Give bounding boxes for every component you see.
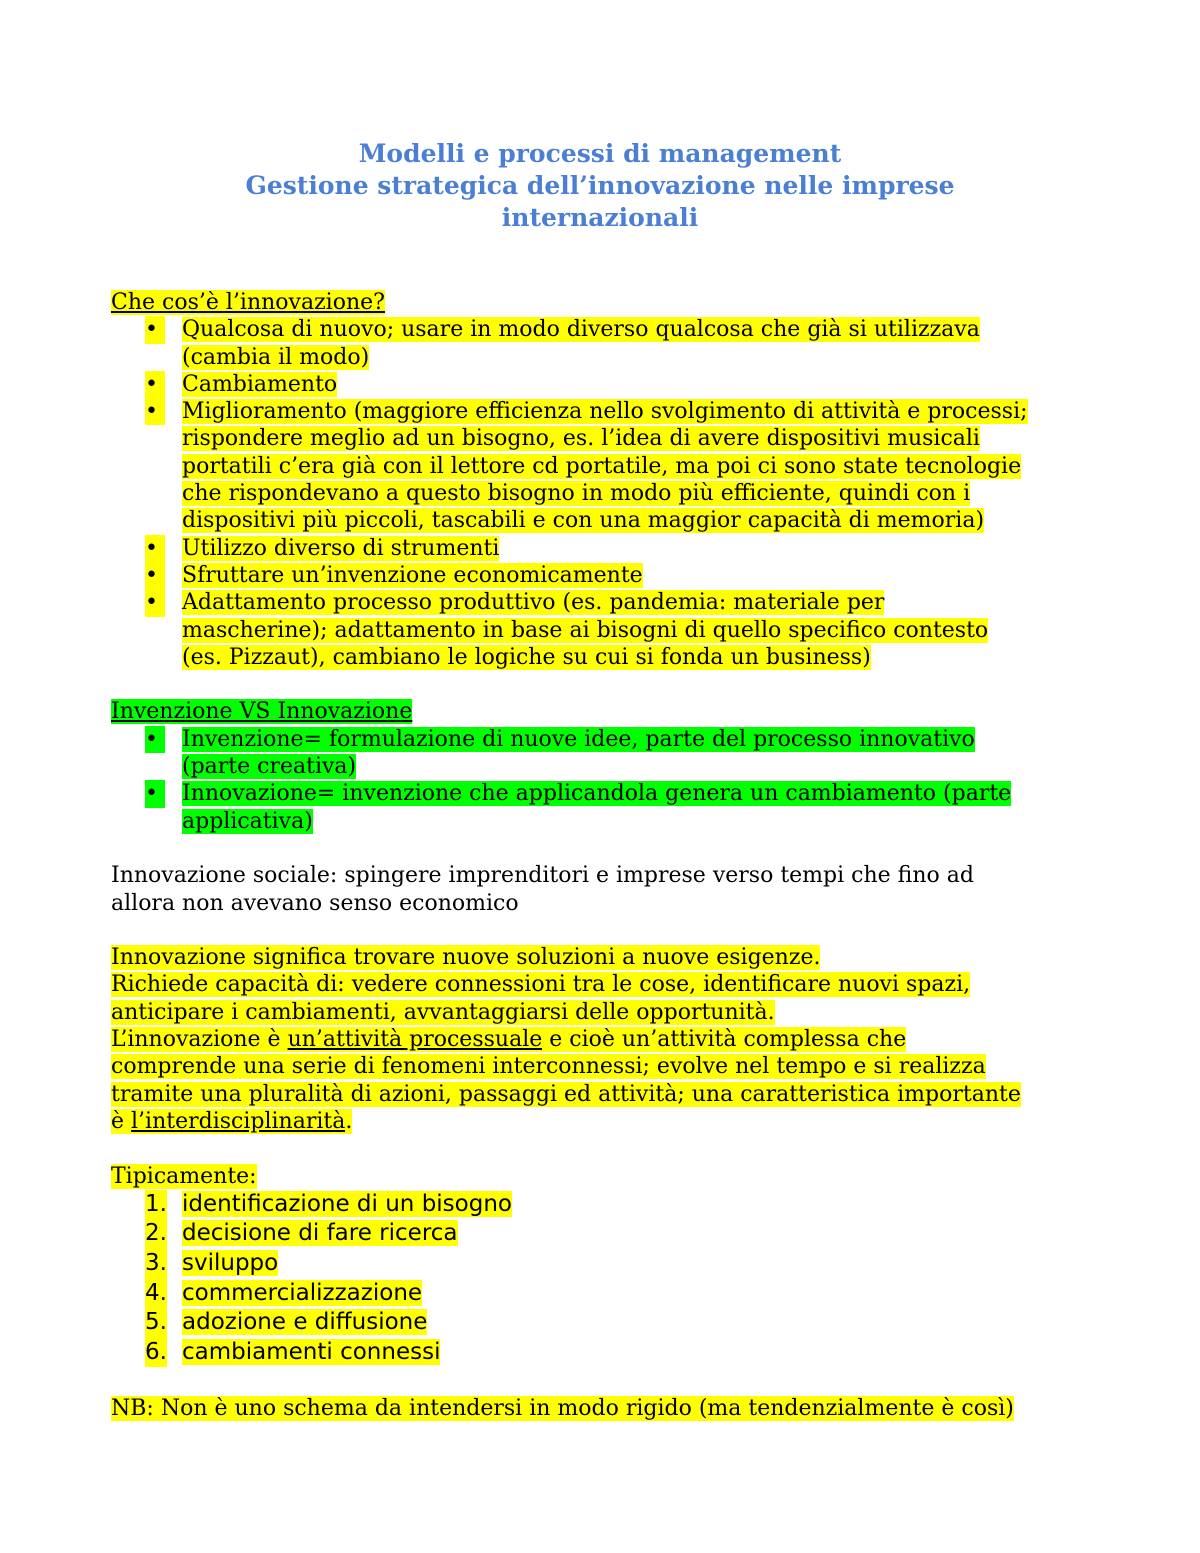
underlined-term: l’interdisciplinarità <box>131 1108 346 1134</box>
list-item: • Qualcosa di nuovo; usare in modo diverso qualcosa che già si utilizzava (cambia il modo) <box>145 317 980 370</box>
bullet-glyph: • <box>145 726 165 753</box>
list-item: 2. decisione di fare ricerca <box>111 1219 1111 1249</box>
list-item: 4. commercializzazione <box>111 1279 1111 1309</box>
bullet-glyph: • <box>145 371 165 398</box>
list-item: • Sfruttare un’invenzione economicamente <box>145 562 643 588</box>
spacer <box>111 671 1111 698</box>
list-item: 5. adozione e diffusione <box>111 1308 1111 1338</box>
list-item: • Adattamento processo produttivo (es. pandemia: materiale per mascherine); adattamento in base ai bisogni di quello specifico contesto (es. Pizzaut), cambiano le logiche su cui si fonda un business) <box>145 590 989 670</box>
spacer <box>111 917 1111 944</box>
note-paragraph: NB: Non è uno schema da intendersi in modo rigido (ma tendenzialmente è così) <box>111 1395 1014 1421</box>
bullet-glyph: • <box>145 535 165 562</box>
section-heading-invention-vs-innovation: Invenzione VS Innovazione <box>111 699 413 725</box>
invention-innovation-list <box>111 726 1111 835</box>
title-line-2: Gestione strategica dell’innovazione nelle imprese <box>245 171 955 200</box>
bullet-glyph: • <box>145 780 165 807</box>
list-item: 6. cambiamenti connessi <box>111 1338 1111 1368</box>
list-item: 3. sviluppo <box>111 1249 1111 1279</box>
bullet-glyph: • <box>145 316 165 343</box>
bullet-glyph: • <box>145 589 165 616</box>
section-heading-typically: Tipicamente: <box>111 1163 257 1189</box>
section-heading-what-is-innovation: Che cos’è l’innovazione? <box>111 290 385 315</box>
list-item: • Cambiamento <box>145 371 338 397</box>
underlined-term: un’attività processuale <box>287 1027 543 1053</box>
spacer <box>111 1135 1111 1162</box>
title-line-3: internazionali <box>501 203 699 232</box>
list-item: • Miglioramento (maggiore efficienza nello svolgimento di attività e processi; rispondere meglio ad un bisogno, es. l’idea di avere dispositivi musicali portatili c’era già con il lettore cd portatile, ma poi ci sono state tecnologie che rispondevano a questo bisogno in modo più efficiente, quindi con i dispositivi più piccoli, tascabili e con una maggior capacità di memoria) <box>145 399 1028 534</box>
list-item: • Innovazione= invenzione che applicandola genera un cambiamento (parte applicativa) <box>145 781 1012 834</box>
bullet-glyph: • <box>145 398 165 425</box>
spacer <box>111 835 1111 862</box>
innovation-definition-list <box>111 316 1111 671</box>
title-line-1: Modelli e processi di management <box>358 139 842 168</box>
bullet-glyph: • <box>145 562 165 589</box>
document-title <box>200 138 1000 234</box>
innovation-meaning-paragraph: Innovazione significa trovare nuove soluzioni a nuove esigenze. Richiede capacità di: vedere connessioni tra le cose, identificare nuovi spazi, anticipare i cambiamenti, avvantaggiarsi delle opportunità. L’innovazione è un’attività processuale e cioè un’attività complessa che comprende una serie di fenomeni interconnessi; evolve nel tempo e si realizza tramite una pluralità di azioni, passaggi ed attività; una caratteristica importante è l’interdisciplinarità. <box>111 945 1021 1134</box>
list-item: 1. identificazione di un bisogno <box>111 1190 1111 1220</box>
list-item: • Utilizzo diverso di strumenti <box>145 535 500 561</box>
spacer <box>111 1367 1111 1394</box>
document-body <box>111 289 1111 1422</box>
social-innovation-paragraph: Innovazione sociale: spingere imprenditori e imprese verso tempi che fino ad allora non avevano senso economico <box>111 863 974 916</box>
process-steps-list <box>111 1190 1111 1368</box>
list-item: • Invenzione= formulazione di nuove idee, parte del processo innovativo (parte creativa) <box>145 726 975 780</box>
